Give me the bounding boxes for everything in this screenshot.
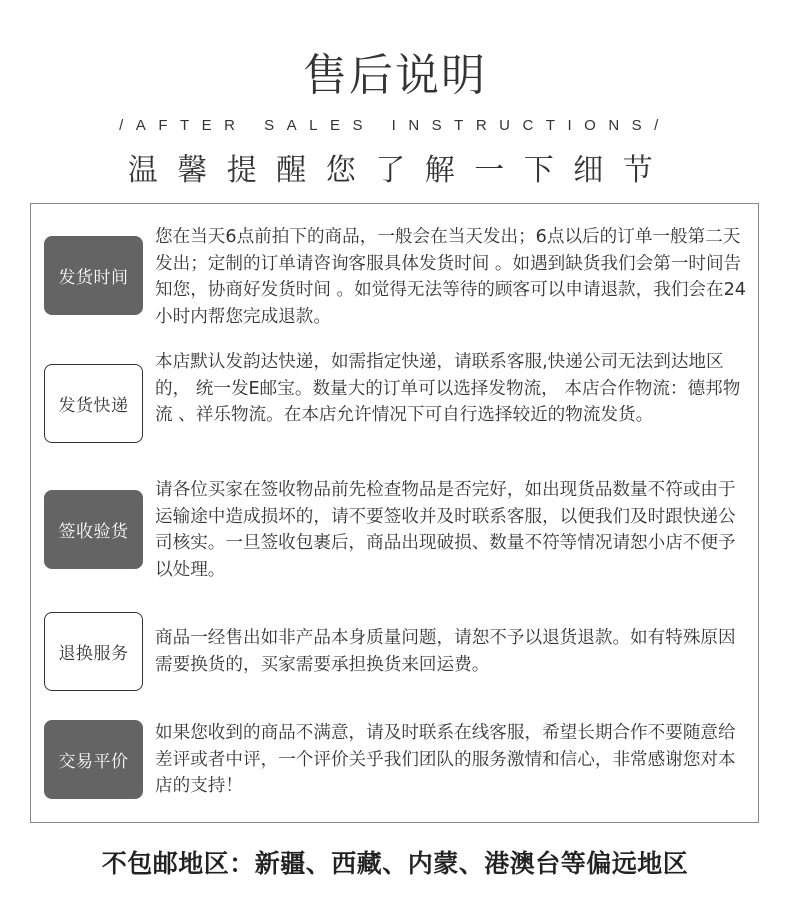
page-subtitle: /AFTER SALES INSTRUCTIONS/ [119, 117, 671, 134]
badge-shipping-time: 发货时间 [44, 236, 143, 315]
text-return-exchange: 商品一经售出如非产品本身质量问题，请恕不予以退货退款。如有特殊原因需要换货的，买家需要承担换货来回运费。 [155, 628, 736, 675]
badge-receipt-inspection: 签收验货 [44, 490, 143, 569]
text-transaction-review: 如果您收到的商品不满意，请及时联系在线客服，希望长期合作不要随意给差评或者中评，一个评价关乎我们团队的服务激情和信心，非常感谢您对本店的支持！ [155, 723, 736, 796]
badge-return-exchange: 退换服务 [44, 612, 143, 691]
page-title: 售后说明 [303, 50, 487, 101]
page-tagline: 温馨提醒您了解一下细节 [127, 153, 673, 188]
after-sales-info-box [30, 203, 759, 823]
text-shipping-courier: 本店默认发韵达快递，如需指定快递，请联系客服,快递公司无法到达地区的， 统一发E邮宝。数量大的订单可以选择发物流， 本店合作物流：德邦物流 、祥乐物流。在本店允许情况下可自行选择较近的物流发货。 [155, 352, 741, 425]
text-receipt-inspection: 请各位买家在签收物品前先检查物品是否完好，如出现货品数量不符或由于运输途中造成损坏的，请不要签收并及时联系客服，以便我们及时跟快递公司核实。一旦签收包裹后，商品出现破损、数量不符等情况请恕小店不便予以处理。 [155, 480, 736, 580]
badge-shipping-courier: 发货快递 [44, 364, 143, 443]
footer-note: 不包邮地区：新疆、西藏、内蒙、港澳台等偏远地区 [101, 849, 689, 878]
text-shipping-time: 您在当天6点前拍下的商品，一般会在当天发出；6点以后的订单一般第二天发出；定制的订单请咨询客服具体发货时间 。如遇到缺货我们会第一时间告知您，协商好发货时间 。如觉得无法等待的顾客可以申请退款，我们会在24小时内帮您完成退款。 [155, 227, 746, 327]
badge-transaction-review: 交易平价 [44, 720, 143, 799]
